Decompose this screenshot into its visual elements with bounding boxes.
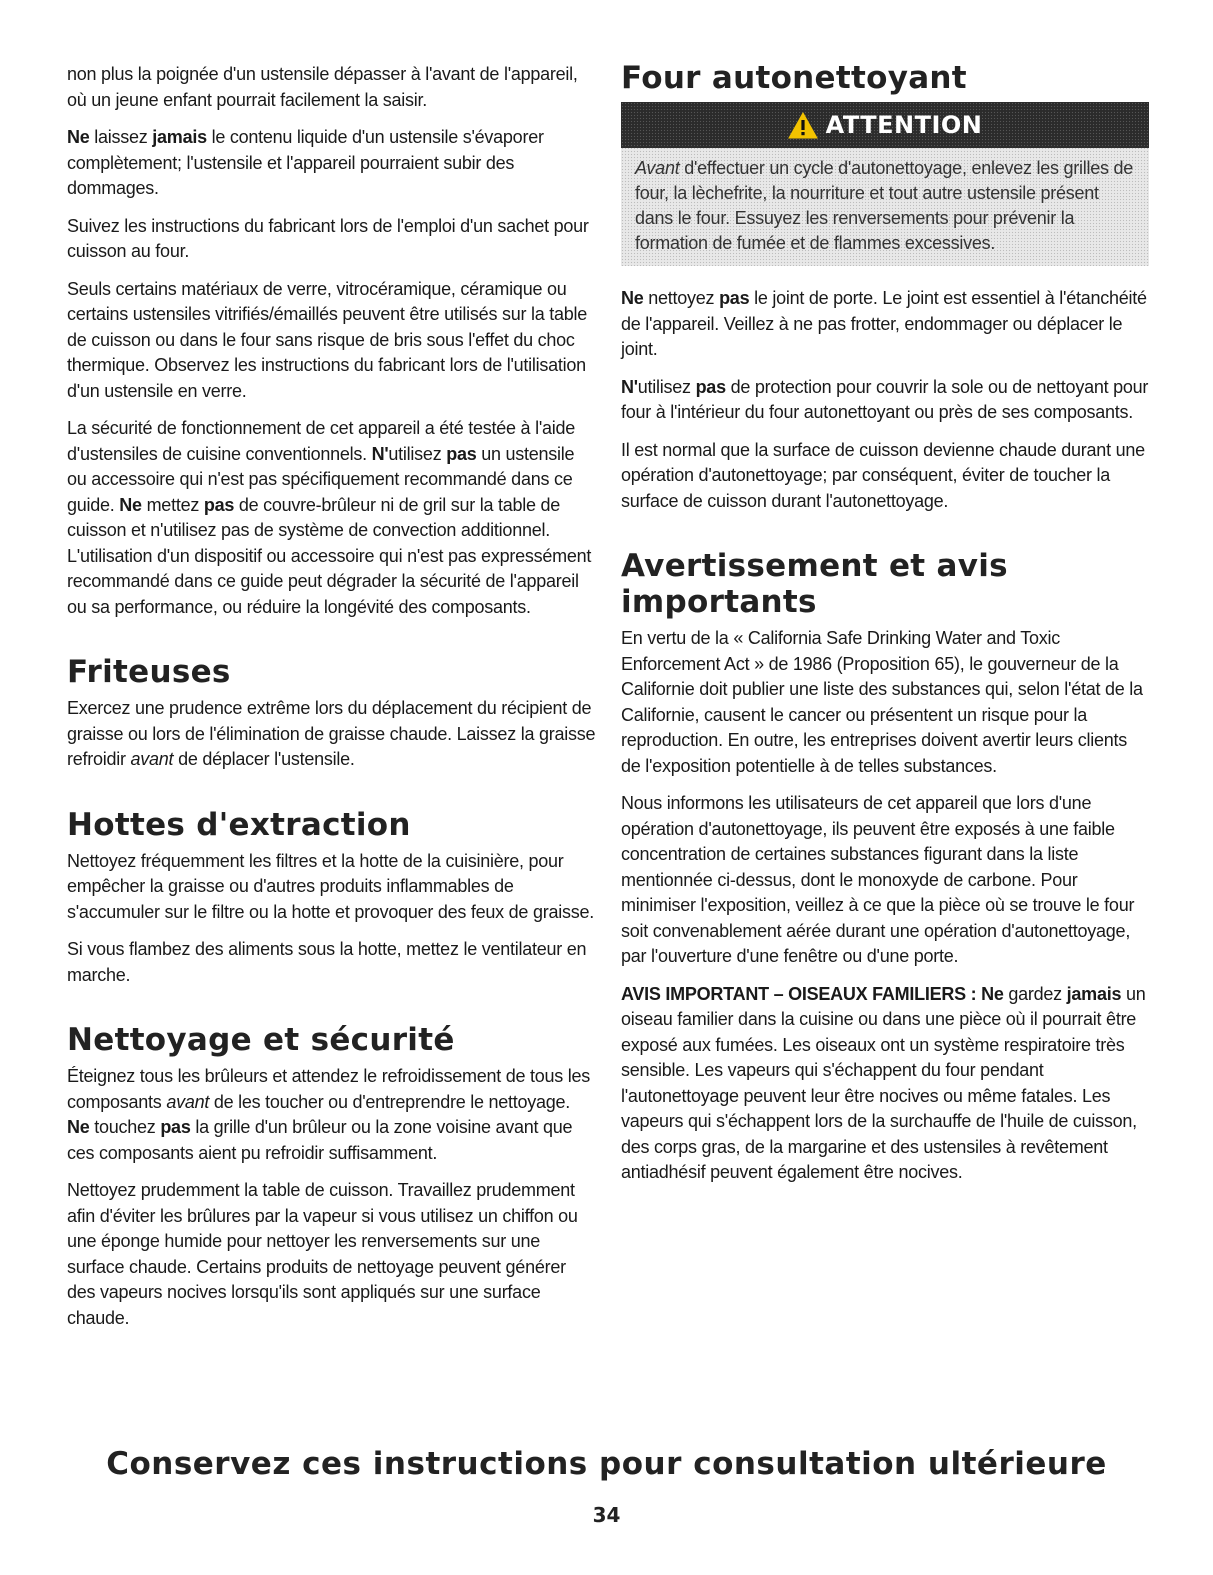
text: un oiseau familier dans la cuisine ou dans une pièce où il pourrait être exposé aux fumées. Les oiseaux ont un système respiratoire très sensible. Les vapeurs qui s'échappent du four pendant l'autonettoyage peuvent leur être nocives ou même fatales. Les vapeurs qui s'échappent lors de la surchauffe de l'huile de cuisson, des corps gras, de la margarine et des ustensiles à revêtement antiadhésif peuvent également être nocives.	[621, 983, 1146, 1182]
paragraph-hottes-2: Si vous flambez des aliments sous la hotte, mettez le ventilateur en marche.	[67, 939, 587, 985]
text: La sécurité de fonctionnement de cet appareil a été testée à l'aide d'ustensiles de cuisine conventionnels.	[67, 418, 576, 464]
heading-four-autonettoyant: Four autonettoyant	[621, 60, 967, 96]
emphasis: jamais	[152, 127, 207, 147]
italic-text: Avant	[635, 158, 680, 178]
paragraph-nettoyage-2: Nettoyez prudemment la table de cuisson. Travaillez prudemment afin d'éviter les brûlures par la vapeur si vous utilisez un chiffon ou une éponge humide pour nettoyer les renversements sur une surface chaude. Certains produits de nettoyage peuvent générer des vapeurs nocives lorsqu'ils sont appliqués sur une surface chaude.	[67, 1180, 578, 1328]
paragraph-bag: Suivez les instructions du fabricant lors de l'emploi d'un sachet pour cuisson au four.	[67, 215, 589, 261]
italic-text: avant	[166, 1091, 210, 1112]
paragraph-surface-chaude: Il est normal que la surface de cuisson devienne chaude durant une opération d'autonettoyage; par conséquent, éviter de toucher la surface de cuisson durant l'autonettoyage.	[621, 439, 1145, 511]
text: mettez	[141, 494, 204, 515]
paragraph-nettoyage-1	[67, 1064, 597, 1166]
page-number: 34	[592, 1503, 621, 1527]
emphasis: pas	[203, 494, 235, 515]
emphasis: pas	[719, 288, 750, 308]
text: le contenu liquide d'un ustensile s'évaporer complètement; l'ustensile et l'appareil pourraient subir des dommages.	[67, 127, 544, 198]
paragraph-handle: non plus la poignée d'un ustensile dépasser à l'avant de l'appareil, où un jeune enfant pourrait facilement la saisir.	[67, 64, 578, 110]
emphasis: Ne	[67, 1117, 90, 1137]
warning-triangle-icon	[788, 112, 818, 139]
emphasis: pas	[160, 1117, 191, 1137]
text: de déplacer l'ustensile.	[173, 749, 355, 769]
text: laissez	[89, 127, 153, 147]
emphasis: pas	[695, 376, 726, 397]
paragraph-protection	[621, 375, 1151, 426]
emphasis: Ne	[621, 288, 644, 308]
footer-banner: Conservez ces instructions pour consultation ultérieure	[106, 1446, 1107, 1482]
emphasis: Ne	[119, 494, 142, 515]
text: utilisez	[637, 376, 696, 397]
paragraph-proposition-65: En vertu de la « California Safe Drinking Water and Toxic Enforcement Act » de 1986 (Proposition 65), le gouverneur de la Californie doit publier une liste des substances qui, selon l'état de la Californie, causent le cancer ou présentent un risque pour la reproduction. En outre, les entreprises doivent avertir leurs clients de l'exposition potentielle à de telles substances.	[621, 628, 1143, 776]
attention-label: ATTENTION	[825, 111, 983, 139]
heading-hottes: Hottes d'extraction	[67, 806, 411, 843]
attention-text	[621, 148, 1149, 266]
italic-text: avant	[130, 749, 174, 769]
attention-box	[621, 102, 1149, 266]
attention-header	[621, 102, 1149, 148]
paragraph-oiseaux	[621, 982, 1151, 1186]
emphasis: Ne	[67, 127, 90, 147]
paragraph-glass: Seuls certains matériaux de verre, vitrocéramique, céramique ou certains ustensiles vitrifiés/émaillés peuvent être utilisés sur la table de cuisson ou dans le four sans risque de bris sous l'effet du choc thermique. Observez les instructions du fabricant lors de l'utilisation d'un ustensile en verre.	[67, 278, 587, 401]
text: le joint de porte. Le joint est essentiel à l'étanchéité de l'appareil. Veillez à ne pas frotter, endommager ou déplacer le joint.	[621, 288, 1147, 359]
paragraph-evaporate	[67, 125, 597, 202]
emphasis: N'	[621, 376, 638, 397]
heading-avertissement: Avertissement et avis importants	[621, 548, 1008, 620]
text: utilisez	[388, 443, 447, 464]
text: Éteignez tous les brûleurs et attendez le refroidissement de tous les composants	[67, 1066, 591, 1112]
right-column	[621, 60, 1151, 1198]
text: un ustensile ou accessoire qui n'est pas spécifiquement recommandé dans ce guide.	[67, 443, 575, 515]
text: de couvre-brûleur ni de gril sur la table de cuisson et n'utilisez pas de système de convection additionnel. L'utilisation d'un dispositif ou accessoire qui n'est pas expressément recommandé dans ce guide peut dégrader la sécurité de l'appareil ou sa performance, ou réduire la longévité des composants.	[67, 494, 592, 617]
emphasis: jamais	[1066, 983, 1122, 1004]
paragraph-safety	[67, 416, 597, 620]
left-column	[67, 62, 597, 1343]
paragraph-friteuses	[67, 696, 597, 773]
paragraph-exposition: Nous informons les utilisateurs de cet appareil que lors d'une opération d'autonettoyage, ils peuvent être exposés à une faible concentration de certaines substances figurant dans la liste mentionnée ci-dessus, dont le monoxyde de carbone. Pour minimiser l'exposition, veillez à ce que la pièce où se trouve le four soit convenablement aérée durant une opération d'autonettoyage, par l'ouverture d'une fenêtre ou d'une porte.	[621, 793, 1135, 966]
text: nettoyez	[643, 288, 720, 308]
emphasis: pas	[446, 443, 477, 464]
text: d'effectuer un cycle d'autonettoyage, enlevez les grilles de four, la lèchefrite, la nourriture et tout autre ustensile présent dans le four. Essuyez les renversements pour prévenir la formation de fumée et de flammes excessives.	[635, 158, 1134, 253]
heading-nettoyage: Nettoyage et sécurité	[67, 1022, 455, 1058]
text: gardez	[1003, 983, 1067, 1004]
paragraph-joint	[621, 286, 1151, 363]
heading-friteuses: Friteuses	[67, 654, 231, 690]
text: de les toucher ou d'entreprendre le nettoyage.	[209, 1091, 571, 1112]
text: de protection pour couvrir la sole ou de nettoyant pour four à l'intérieur du four autonettoyant ou près de ses composants.	[621, 376, 1149, 422]
paragraph-hottes-1: Nettoyez fréquemment les filtres et la hotte de la cuisinière, pour empêcher la graisse ou d'autres produits inflammables de s'accumuler sur le filtre ou la hotte et provoquer des feux de graisse.	[67, 850, 594, 922]
text: Exercez une prudence extrême lors du déplacement du récipient de graisse ou lors de l'élimination de graisse chaude. Laissez la graisse refroidir	[67, 698, 596, 769]
text: la grille d'un brûleur ou la zone voisine avant que ces composants aient pu refroidir suffisamment.	[67, 1117, 573, 1163]
text: touchez	[89, 1117, 161, 1137]
emphasis: AVIS IMPORTANT – OISEAUX FAMILIERS : Ne	[621, 983, 1004, 1004]
emphasis: N'	[371, 443, 389, 464]
